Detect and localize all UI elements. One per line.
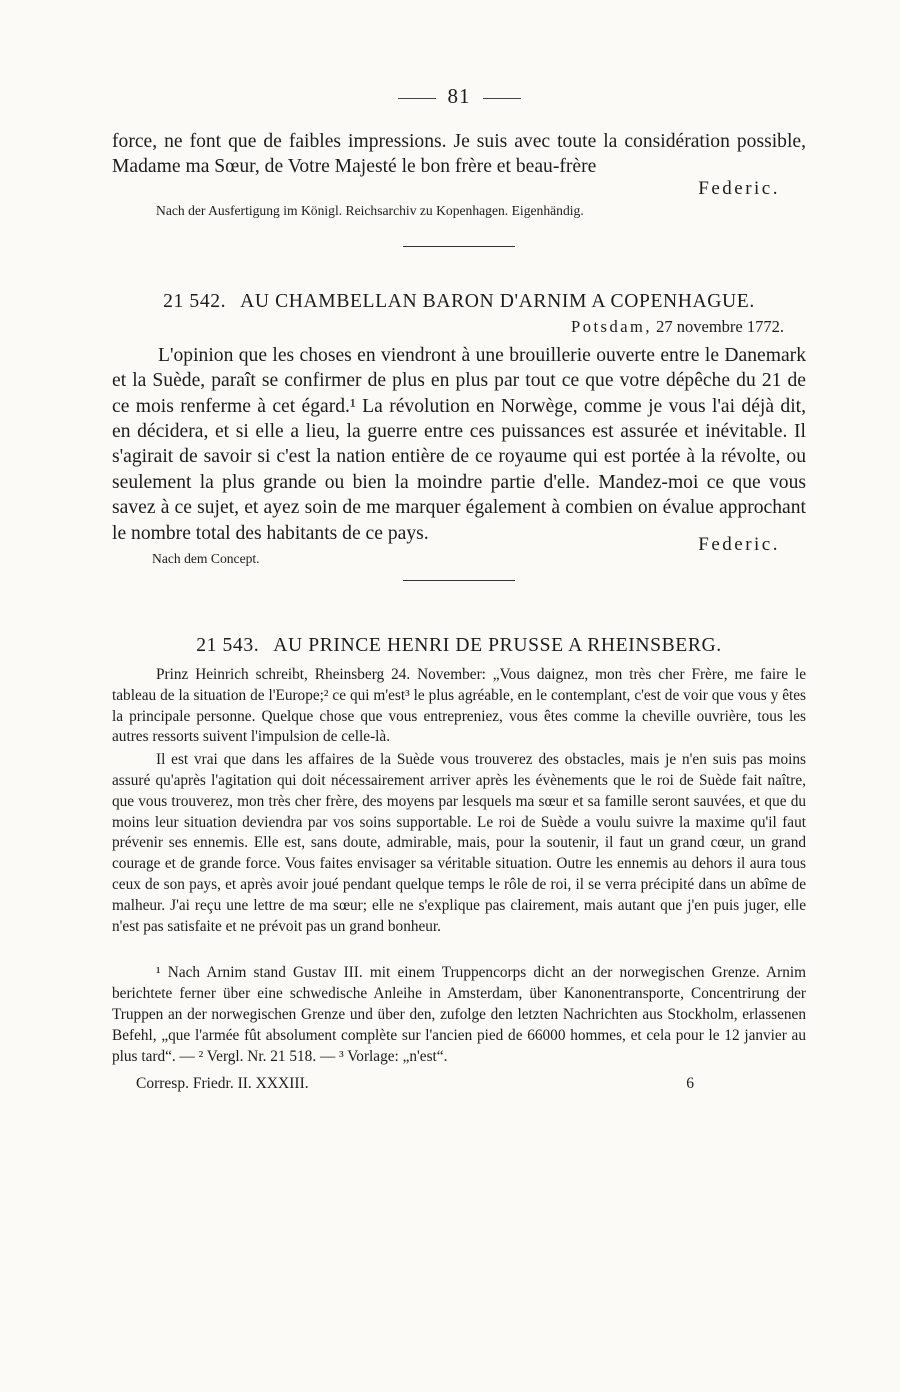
collection-title: Corresp. Friedr. II. XXXIII. [136,1075,309,1093]
place-date [112,317,806,337]
header-rule-right [483,98,521,99]
document-number: 21 542. [163,290,227,312]
letter-body: L'opinion que les choses en viendront à une brouillerie ouverte entre le Danemark et la Suède, paraît se confirmer de plus en plus par tout ce que votre dépêche du 21 de ce mois renferme à cet égard.¹ La révolution en Norwège, comme je vous l'ai déjà dit, en décidera, et si elle a lieu, la guerre entre ces puissances est assurée et inévitable. Il s'agirait de savoir si c'est la nation entière de ce royaume qui est portée à la révolte, ou seulement la plus grande ou bien la moindre partie d'elle. Mandez-moi ce que vous savez à ce sujet, et ayez soin de me marquer également à combien on évalue approchant le nombre total des habitants de ce pays. [112,344,806,544]
prince-heinrich-paragraph-1: Prinz Heinrich schreibt, Rheinsberg 24. November: „Vous daignez, mon très cher Frère, me faire le tableau de la situation de l'Europe;² ce qui m'est³ le plus agréable, en le contemplant, c'est de voir que vous y êtes la principale personne. Quelque chose que vous entrepreniez, vous êtes comme la cheville ouvrière, tous les autres ressorts suivent l'impulsion de celle-là. [112,666,806,746]
source-note: Nach der Ausfertigung im Königl. Reichsarchiv zu Kopenhagen. Eigenhändig. [156,202,584,218]
page-footer [112,1075,806,1093]
document-title: AU CHAMBELLAN BARON D'ARNIM A COPENHAGUE. [240,290,755,312]
letter-21541-ending [112,129,806,220]
document-heading [112,291,806,313]
place: Potsdam, [571,316,653,336]
letter-21543 [112,635,806,937]
page-header [112,84,806,109]
signature: Federic. [698,534,780,556]
page [112,84,806,1093]
document-title: AU PRINCE HENRI DE PRUSSE A RHEINSBERG. [273,635,722,657]
footnotes: ¹ Nach Arnim stand Gustav III. mit einem Truppencorps dicht an der norwegischen Grenze. Arnim berichtete ferner über eine schwedische Anleihe in Amsterdam, über Kanonentransporte, Concentrirung der Truppen an der norwegischen Grenze und über den, zufolge den letzten Nachrichten aus Stockholm, erlassenen Befehl, „que l'armée fût absolument complète sur l'ancien pied de 66000 hommes, et cela pour le 12 janvier au plus tard“. — ² Vergl. Nr. 21 518. — ³ Vorlage: „n'est“. [112,964,806,1065]
closing-paragraph: force, ne font que de faibles impressions. Je suis avec toute la considération possible, Madame ma Sœur, de Votre Majesté le bon frère et beau-frère [112,131,806,178]
source-note: Nach dem Concept. [152,551,260,567]
page-number: 81 [447,84,471,108]
signature: Federic. [698,177,780,199]
document-number: 21 543. [196,635,260,657]
letter-21542 [112,291,806,570]
prince-heinrich-paragraph-2: Il est vrai que dans les affaires de la Suède vous trouverez des obstacles, mais je n'en suis pas moins assuré qu'après l'agitation qui doit nécessairement arriver après les évènements que le roi de Suède fait naître, que vous trouverez, mon très cher frère, des moyens par lesquels ma sœur et sa famille seront sauvées, et que du moins leur situation deviendra par vos soins supportable. Le roi de Suède a voulu suivre la maxime qu'il faut prévenir ses ennemis. Elle est, sans doute, admirable, mais, pour la soutenir, il faut un grand cœur, un grand courage et de grande force. Vous faites envisager sa véritable situation. Outre les ennemis au dehors il aura tous ceux de son pays, et après avoir joué pendant quelque temps le rôle de roi, il se verra précipité dans un abîme de malheur. J'ai reçu une lettre de ma sœur; elle ne s'explique pas clairement, mais autant que j'en puis juger, elle n'est pas satisfaite et ne prévoit pas un grand bonheur. [112,751,806,935]
header-rule-left [398,98,436,99]
date: 27 novembre 1772. [656,316,784,336]
document-heading [112,635,806,657]
signature-mark: 6 [686,1075,694,1093]
